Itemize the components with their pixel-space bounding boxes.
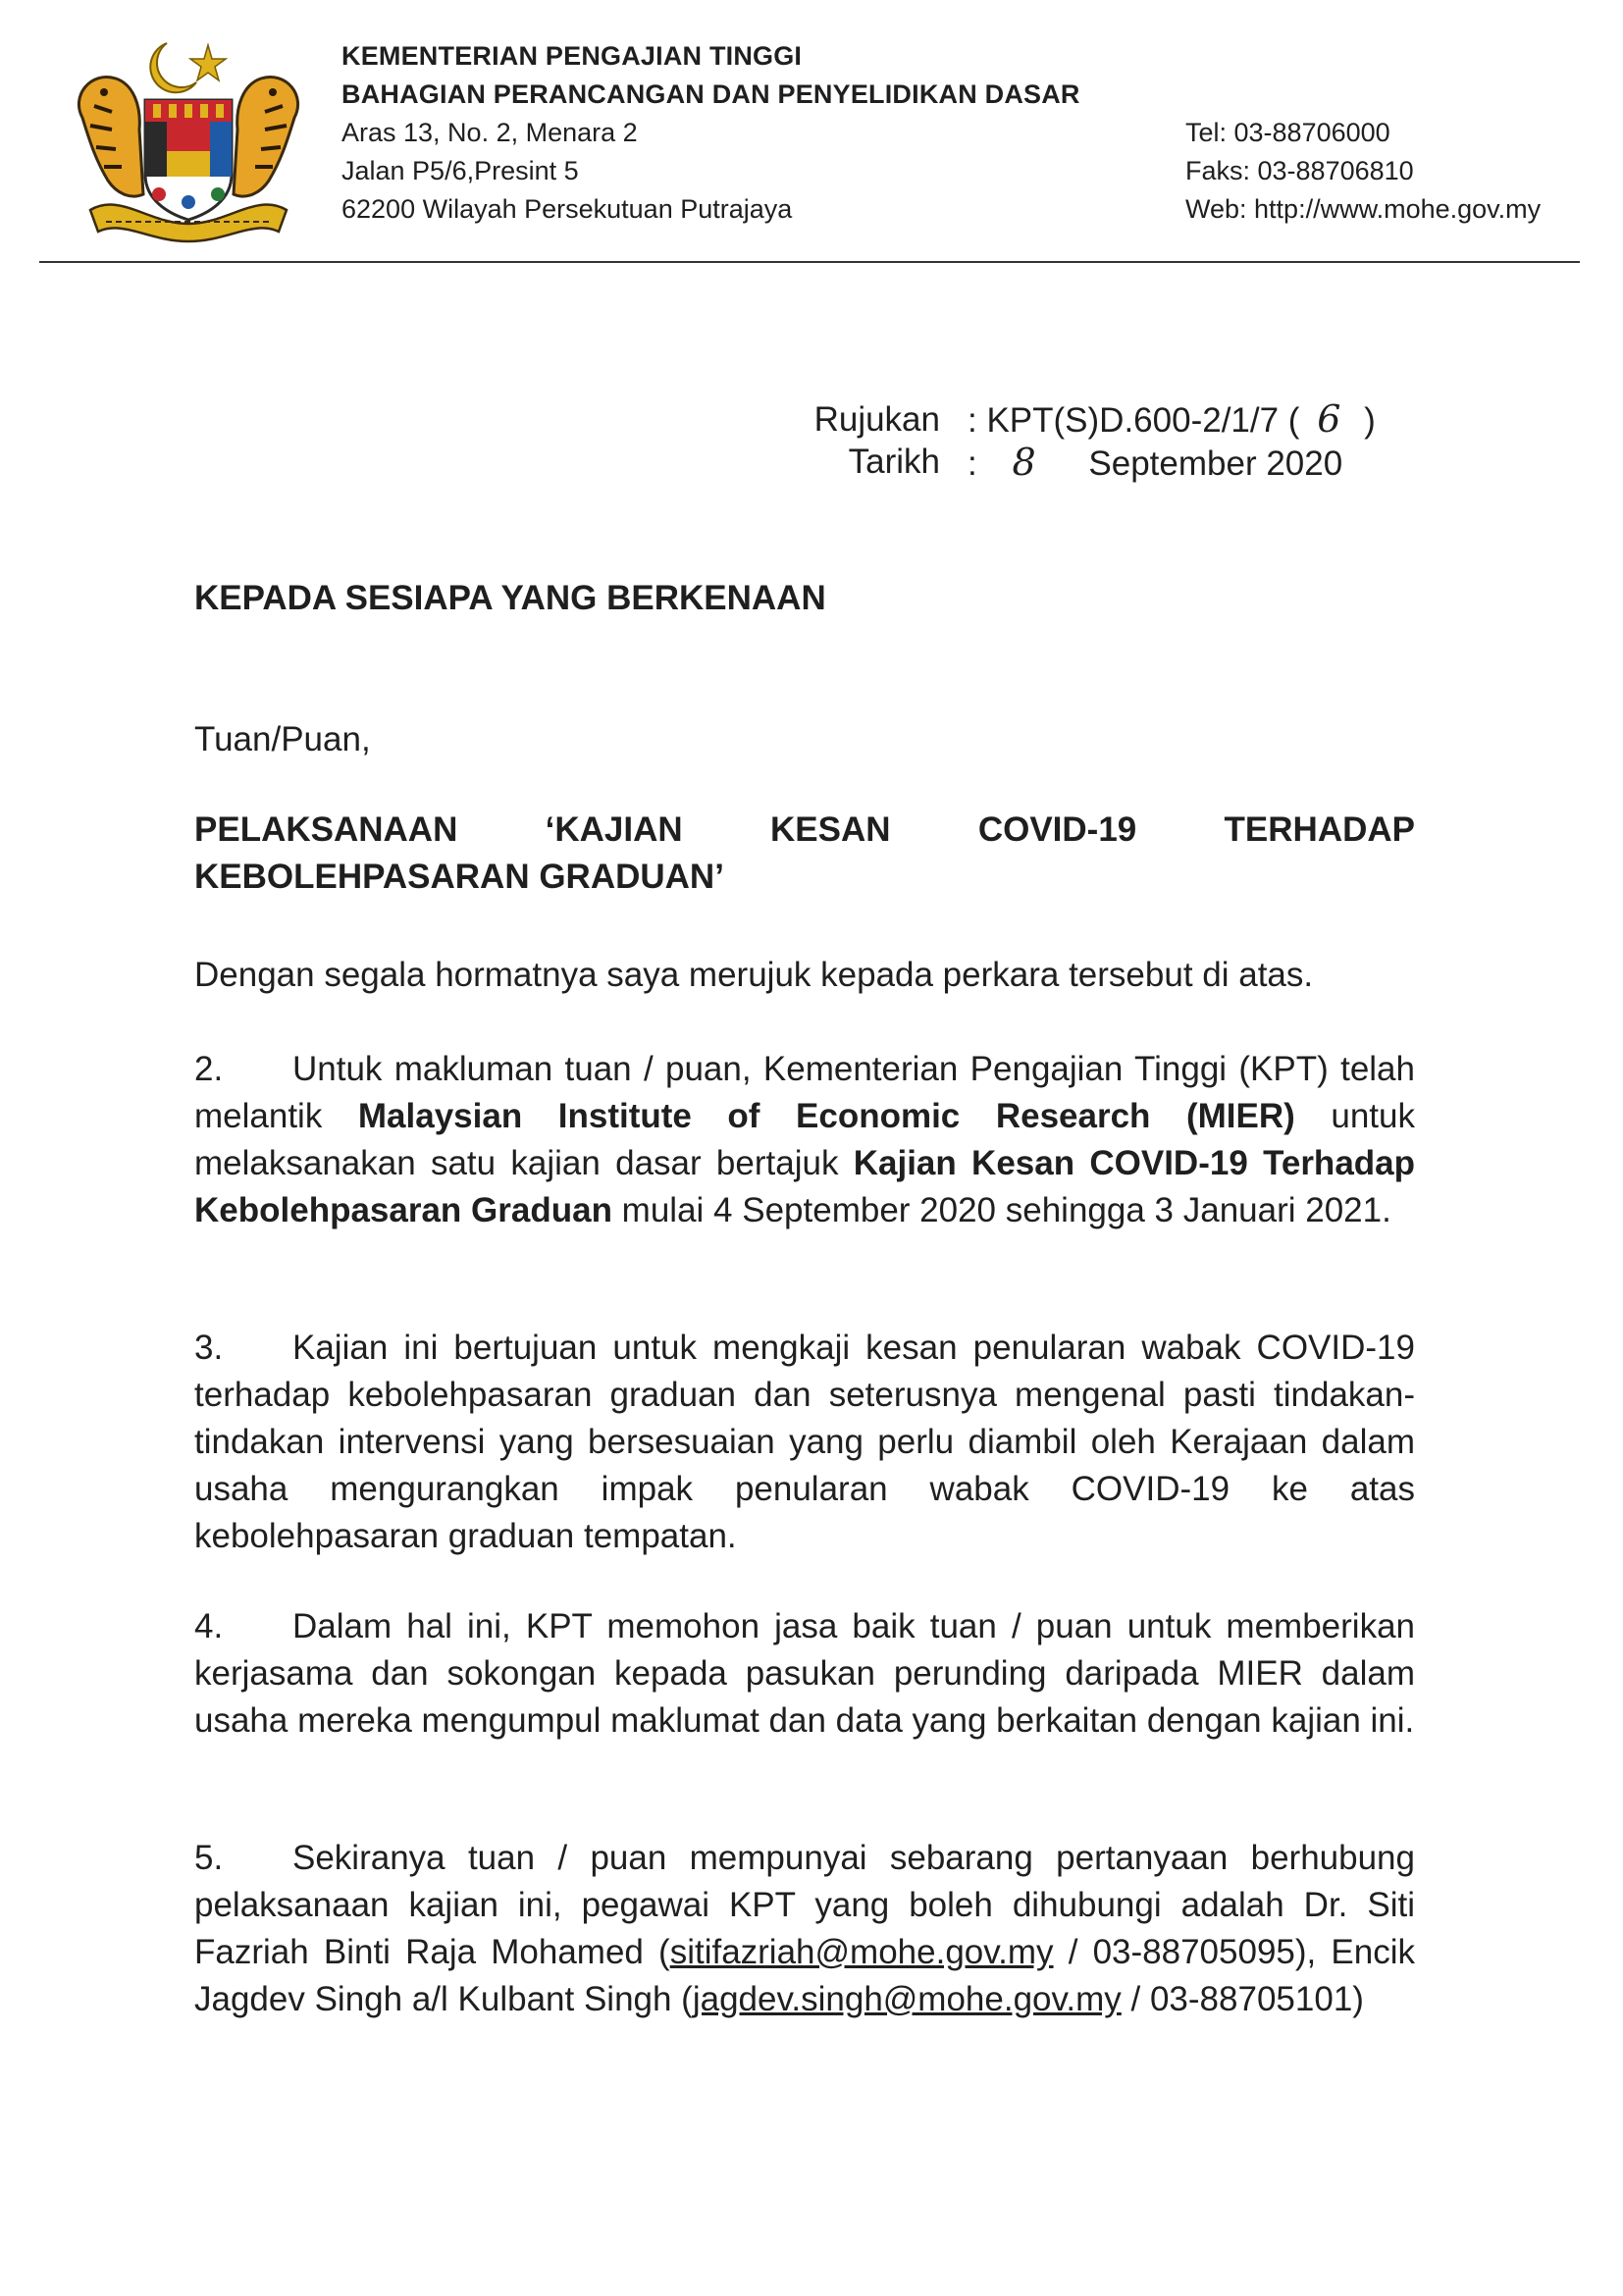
telephone: Tel: 03-88706000 <box>1185 118 1390 147</box>
paragraph-number: 4. <box>194 1607 224 1645</box>
subject-word: TERHADAP <box>1224 810 1415 849</box>
subject-line-1 <box>194 807 1415 854</box>
email-link-jagdev[interactable]: jagdev.singh@mohe.gov.my <box>692 1980 1122 2018</box>
paragraph-4 <box>194 1603 1415 1745</box>
paragraph-text: Kajian ini bertujuan untuk mengkaji kesan penularan wabak COVID-19 terhadap kebolehpasaran graduan dan seterusnya mengenal pasti tindakan-tindakan intervensi yang bersesuaian yang perlu diambil oleh Kerajaan dalam usaha mengurangkan impak penularan wabak COVID-19 ke atas kebolehpasaran graduan tempatan. <box>194 1329 1415 1555</box>
subject-line-2: KEBOLEHPASARAN GRADUAN’ <box>194 858 724 896</box>
subject-word: KESAN <box>769 810 891 849</box>
paragraph-text: mulai 4 September 2020 sehingga 3 Januari 2021. <box>611 1191 1391 1229</box>
recipient: KEPADA SESIAPA YANG BERKENAAN <box>194 579 826 617</box>
letterhead-contact <box>1185 114 1541 229</box>
reference-values <box>968 398 1376 485</box>
letterhead-organisation <box>341 37 1080 229</box>
study-title: Kajian Kesan COVID-19 Terhadap Kebolehpasaran Graduan <box>194 1144 1416 1229</box>
website: Web: http://www.mohe.gov.my <box>1185 194 1542 224</box>
letterhead-divider <box>39 261 1580 263</box>
intro-paragraph: Dengan segala hormatnya saya merujuk kepada perkara tersebut di atas. <box>194 956 1314 994</box>
paragraph-text: / 03-88705095), Encik Jagdev Singh a/l Kulbant Singh ( <box>194 1933 1416 2018</box>
reference-close: ) <box>1364 401 1376 440</box>
paragraph-number: 5. <box>194 1839 224 1877</box>
subject-word: COVID-19 <box>977 810 1137 849</box>
date-handwritten-day: 8 <box>1012 441 1036 484</box>
paragraph-text: Sekiranya tuan / puan mempunyai sebarang pertanyaan berhubung pelaksanaan kajian ini, pegawai KPT yang boleh dihubungi adalah Dr. Siti Fazriah Binti Raja Mohamed ( <box>194 1839 1415 1971</box>
malaysia-coat-of-arms-icon <box>61 27 316 255</box>
salutation: Tuan/Puan, <box>194 720 371 758</box>
division-name: BAHAGIAN PERANCANGAN DAN PENYELIDIKAN DASAR <box>341 79 1080 109</box>
paragraph-2 <box>194 1046 1415 1234</box>
paragraph-text: untuk melaksanakan satu kajian dasar bertajuk <box>194 1097 1415 1182</box>
paragraph-text: Dalam hal ini, KPT memohon jasa baik tuan / puan untuk memberikan kerjasama dan sokongan kepada pasukan perunding daripada MIER dalam usaha mereka mengumpul maklumat dan data yang berkaitan dengan kajian ini. <box>194 1607 1415 1740</box>
address-line-1: Aras 13, No. 2, Menara 2 <box>341 118 638 147</box>
address-line-3: 62200 Wilayah Persekutuan Putrajaya <box>341 194 793 224</box>
reference-handwritten-number: 6 <box>1317 397 1341 441</box>
address-line-2: Jalan P5/6,Presint 5 <box>341 156 579 185</box>
reference-labels <box>811 398 940 483</box>
date-label: Tarikh <box>848 443 940 481</box>
paragraph-text: / 03-88705101) <box>1121 1980 1364 2018</box>
reference-number: : KPT(S)D.600-2/1/7 ( <box>968 401 1300 440</box>
email-link-siti[interactable]: sitifazriah@mohe.gov.my <box>669 1933 1054 1971</box>
subject-word: PELAKSANAAN <box>194 810 458 849</box>
paragraph-5 <box>194 1835 1415 2023</box>
fax: Faks: 03-88706810 <box>1185 156 1414 185</box>
subject-word: ‘KAJIAN <box>545 810 683 849</box>
paragraph-3 <box>194 1325 1415 1560</box>
date-colon: : <box>968 444 977 483</box>
date-month-year: September 2020 <box>1088 444 1343 483</box>
reference-label: Rujukan <box>813 400 940 439</box>
ministry-name: KEMENTERIAN PENGAJIAN TINGGI <box>341 41 803 71</box>
institute-name: Malaysian Institute of Economic Research (MIER) <box>357 1097 1295 1135</box>
paragraph-number: 2. <box>194 1050 224 1088</box>
paragraph-text: Untuk makluman tuan / puan, Kementerian Pengajian Tinggi (KPT) telah melantik <box>194 1050 1415 1135</box>
paragraph-number: 3. <box>194 1329 224 1367</box>
